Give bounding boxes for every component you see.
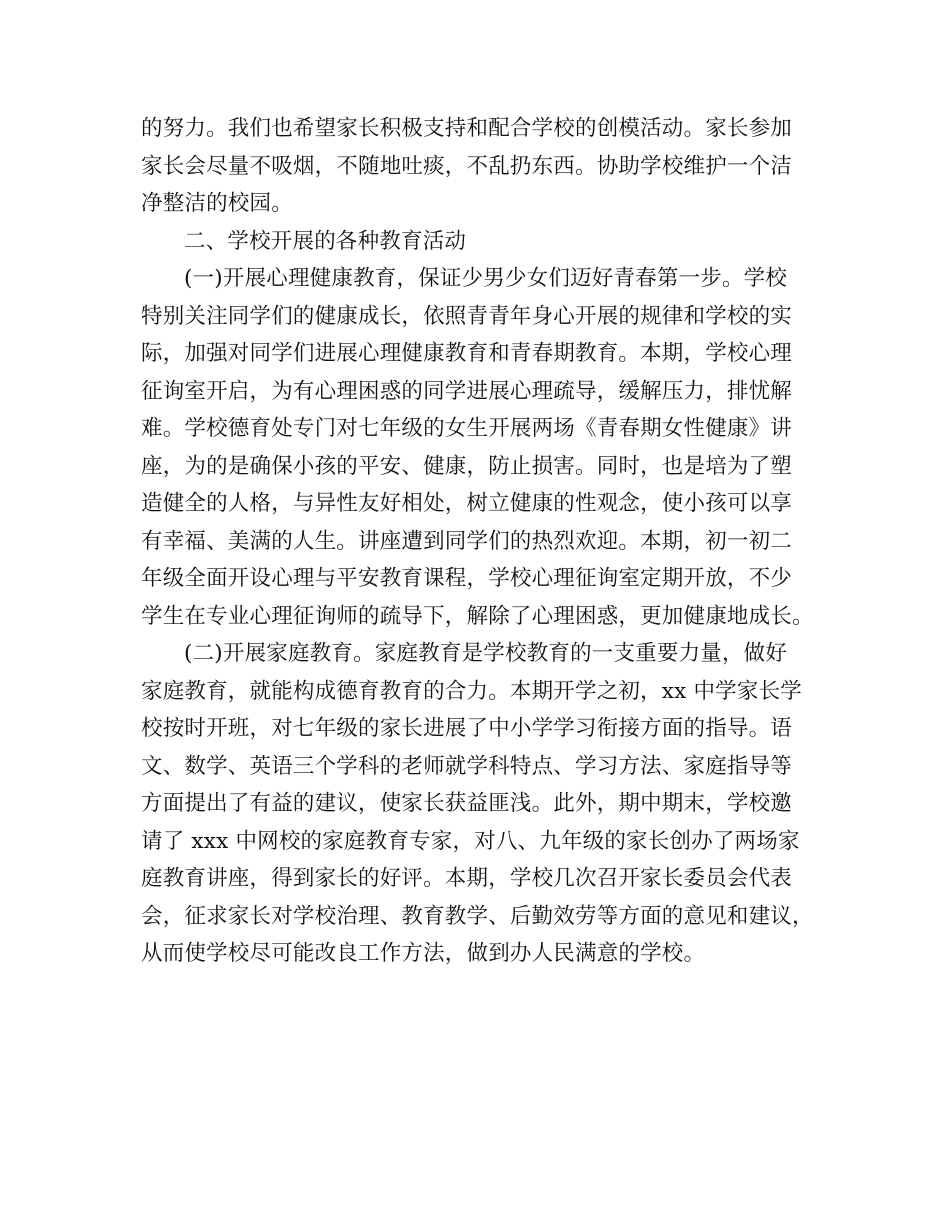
text-line: 净整洁的校园。 xyxy=(141,191,293,216)
text-line: 有幸福、美满的人生。讲座遭到同学们的热烈欢迎。本期，初一初二 xyxy=(141,528,793,554)
text-line: 的努力。我们也希望家长积极支持和配合学校的创模活动。家长参加 xyxy=(141,116,793,141)
section-heading: 二、学校开展的各种教育活动 xyxy=(184,228,467,254)
text-line: 家长会尽量不吸烟，不随地吐痰，不乱扔东西。协助学校维护一个洁 xyxy=(141,153,793,179)
text-line: 征询室开启，为有心理困惑的同学进展心理疏导，缓解压力，排忧解 xyxy=(141,378,793,404)
text-line: 文、数学、英语三个学科的老师就学科特点、学习方法、家庭指导等 xyxy=(141,753,793,779)
text-line: 家庭教育，就能构成德育教育的合力。本期开学之初，xx 中学家长学 xyxy=(141,678,802,704)
text-line: 座，为的是确保小孩的平安、健康，防止损害。同时，也是培为了塑 xyxy=(141,453,793,479)
text-line: 学生在专业心理征询师的疏导下，解除了心理困惑，更加健康地成长。 xyxy=(141,603,814,629)
text-line: 造健全的人格，与异性友好相处，树立健康的性观念，使小孩可以享 xyxy=(141,491,793,516)
text-line: 际，加强对同学们进展心理健康教育和青春期教育。本期，学校心理 xyxy=(141,341,793,366)
text-line: 方面提出了有益的建议，使家长获益匪浅。此外，期中期末，学校邀 xyxy=(141,791,793,816)
text-line: 特别关注同学们的健康成长，依照青青年身心开展的规律和学校的实 xyxy=(141,303,793,329)
text-line: 会，征求家长对学校治理、教育教学、后勤效劳等方面的意见和建议， xyxy=(141,903,814,929)
text-line: 请了 xxx 中网校的家庭教育专家，对八、九年级的家长创办了两场家 xyxy=(141,828,800,854)
text-line: 从而使学校尽可能改良工作方法，做到办人民满意的学校。 xyxy=(141,941,706,966)
text-line: 年级全面开设心理与平安教育课程，学校心理征询室定期开放，不少 xyxy=(141,566,793,591)
body-text xyxy=(141,110,831,973)
paragraph-start: (一)开展心理健康教育，保证少男少女们迈好青春第一步。学校 xyxy=(184,266,788,291)
text-line: 难。学校德育处专门对七年级的女生开展两场《青春期女性健康》讲 xyxy=(141,416,793,441)
text-line: 庭教育讲座，得到家长的好评。本期，学校几次召开家长委员会代表 xyxy=(141,866,793,891)
paragraph-start: (二)开展家庭教育。家庭教育是学校教育的一支重要力量，做好 xyxy=(184,641,788,666)
text-line: 校按时开班，对七年级的家长进展了中小学学习衔接方面的指导。语 xyxy=(141,716,793,741)
